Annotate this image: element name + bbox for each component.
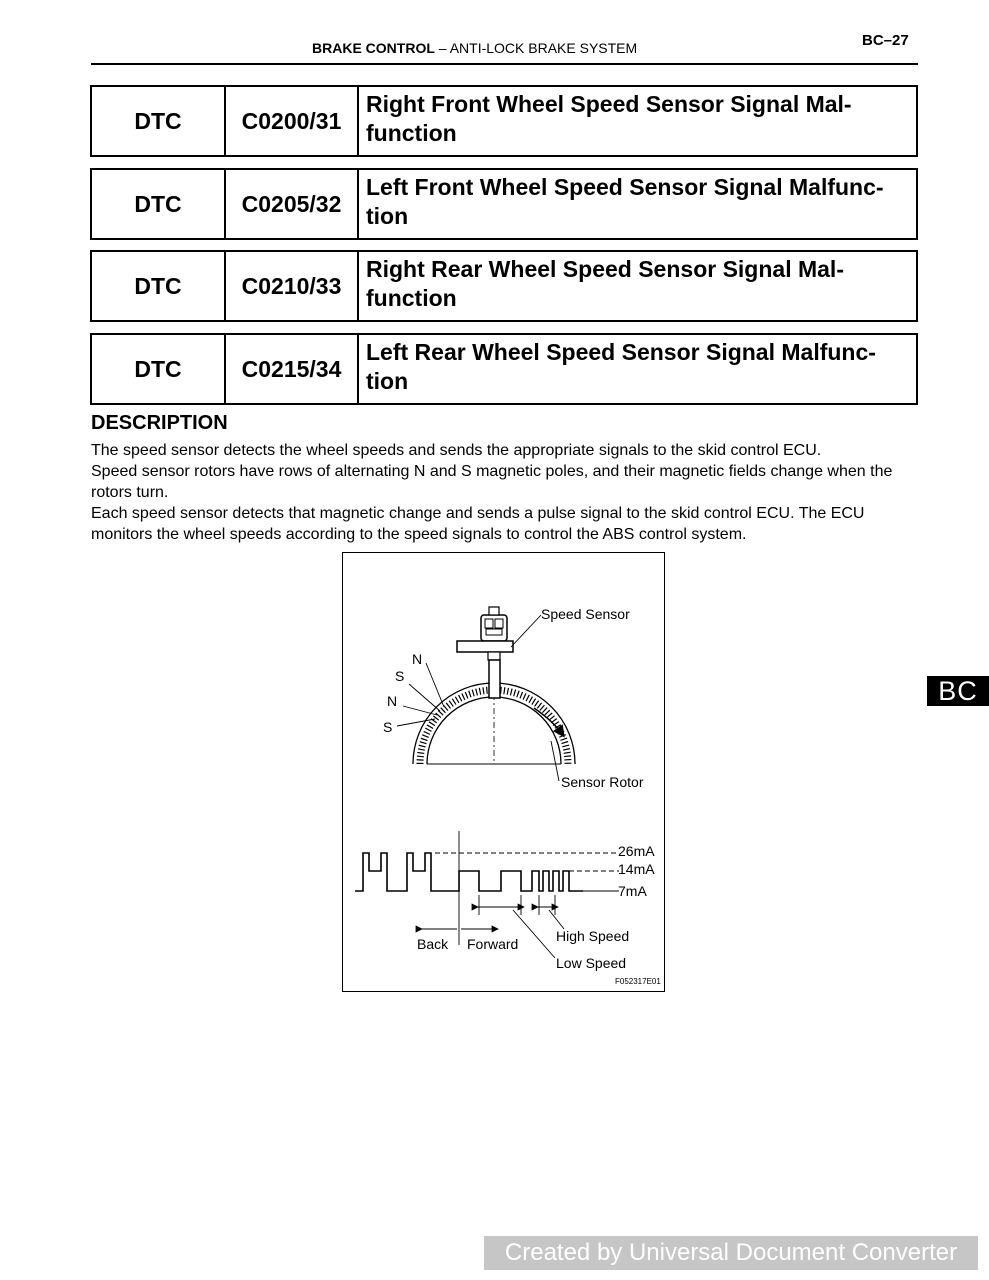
dtc-title: Right Front Wheel Speed Sensor Signal Mal-function xyxy=(366,91,852,146)
dtc-title: Left Front Wheel Speed Sensor Signal Malfunc-tion xyxy=(366,174,884,229)
figure-id: F052317E01 xyxy=(615,977,661,986)
dtc-box-c0210 xyxy=(90,250,918,322)
label-sensor-rotor: Sensor Rotor xyxy=(561,774,644,790)
header-section: BRAKE CONTROL xyxy=(312,40,435,56)
dtc-label: DTC xyxy=(92,170,226,238)
description-heading: DESCRIPTION xyxy=(91,412,228,434)
current-level-lines xyxy=(435,853,619,891)
dtc-label: DTC xyxy=(92,252,226,320)
header-subsection: ANTI-LOCK BRAKE SYSTEM xyxy=(449,40,638,56)
speed-sensor-figure xyxy=(342,552,665,992)
label-pole-n: N xyxy=(412,651,423,667)
dtc-code: C0210/33 xyxy=(226,252,359,320)
label-14ma: 14mA xyxy=(618,861,655,877)
speed-sensor-drawing xyxy=(457,607,513,698)
description-paragraph: The speed sensor detects the wheel speeds and sends the appropriate signals to the skid control ECU. xyxy=(91,442,822,459)
label-low-speed: Low Speed xyxy=(556,955,627,971)
dtc-box-c0215 xyxy=(90,333,918,405)
label-speed-sensor: Speed Sensor xyxy=(541,606,630,622)
section-tab: BC xyxy=(927,676,989,706)
dtc-code: C0200/31 xyxy=(226,87,359,155)
label-back: Back xyxy=(417,936,449,952)
header-divider xyxy=(91,63,918,65)
dtc-title: Right Rear Wheel Speed Sensor Signal Mal-function xyxy=(366,256,844,311)
description-paragraph: Each speed sensor detects that magnetic change and sends a pulse signal to the skid control ECU. The ECU monitors the wheel speeds according to the speed signals to control the ABS control system. xyxy=(91,505,865,543)
dtc-label: DTC xyxy=(92,87,226,155)
label-pole-s: S xyxy=(383,719,393,735)
dtc-code: C0205/32 xyxy=(226,170,359,238)
description-paragraph: Speed sensor rotors have rows of alternating N and S magnetic poles, and their magnetic fields change when the rotors turn. xyxy=(91,463,893,501)
label-forward: Forward xyxy=(467,936,519,952)
header-separator: – xyxy=(438,40,447,56)
label-high-speed: High Speed xyxy=(556,928,630,944)
dtc-code: C0215/34 xyxy=(226,335,359,403)
page-number: BC–27 xyxy=(862,32,909,49)
dtc-box-c0200 xyxy=(90,85,918,157)
watermark: Created by Universal Document Converter xyxy=(484,1236,978,1270)
label-pole-s: S xyxy=(395,668,405,684)
label-7ma: 7mA xyxy=(618,883,647,899)
dtc-title: Left Rear Wheel Speed Sensor Signal Malfunc-tion xyxy=(366,339,876,394)
label-26ma: 26mA xyxy=(618,843,655,859)
dtc-box-c0205 xyxy=(90,168,918,240)
page-header-title xyxy=(312,40,637,56)
signal-waveform xyxy=(355,853,583,891)
label-pole-n: N xyxy=(387,693,398,709)
dtc-label: DTC xyxy=(92,335,226,403)
